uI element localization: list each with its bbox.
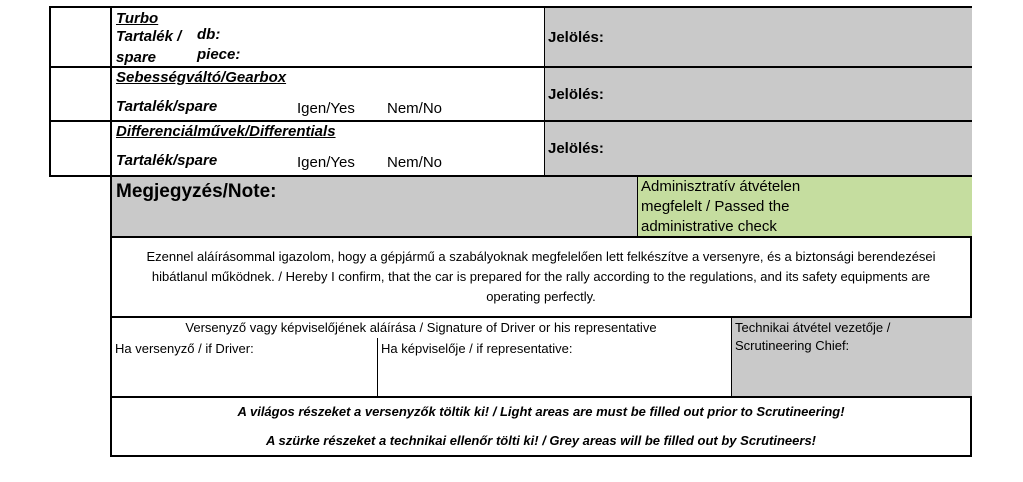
gearbox-mark-cell[interactable] — [544, 68, 972, 120]
differentials-mark-cell[interactable] — [544, 122, 972, 175]
declaration-line3: operating perfectly. — [486, 289, 596, 304]
declaration-line1: Ezennel aláírásommal igazolom, hogy a gépjármű a szabályoknak megfelelően lett felkészítve a versenyre, és a biztonsági berendezései — [146, 249, 936, 264]
chief-label-line2: Scrutineering Chief: — [735, 338, 850, 353]
turbo-mark-label: Jelölés: — [548, 29, 604, 46]
chief-signature-field[interactable] — [731, 318, 972, 396]
footer-line1: A világos részeket a versenyzők töltik ki! / Light areas are must be filled out prior to Scrutineering! — [237, 404, 845, 419]
check-box-differentials[interactable] — [49, 120, 112, 177]
note-row — [110, 175, 972, 238]
signature-row — [110, 316, 972, 398]
footer-box — [110, 396, 972, 457]
signature-header: Versenyző vagy képviselőjének aláírása / Signature of Driver or his representative — [185, 320, 657, 335]
differentials-no-option[interactable]: Nem/No — [387, 154, 443, 171]
representative-signature-field[interactable] — [377, 338, 731, 396]
admin-check-line3: administrative check — [641, 218, 777, 235]
turbo-spare-line2: spare — [116, 49, 157, 66]
chief-label-line1: Technikai átvétel vezetője / — [735, 320, 891, 335]
check-box-gearbox[interactable] — [49, 66, 112, 122]
turbo-row — [110, 6, 972, 68]
gearbox-yes-option[interactable]: Igen/Yes — [297, 100, 355, 117]
footer-line2: A szürke részeket a technikai ellenőr tölti ki! / Grey areas will be filled out by Scrutineers! — [265, 433, 817, 448]
representative-label: Ha képviselője / if representative: — [381, 341, 573, 356]
gearbox-no-option[interactable]: Nem/No — [387, 100, 443, 117]
admin-check-line2: megfelelt / Passed the — [641, 198, 790, 215]
differentials-row — [110, 120, 972, 177]
declaration-line2: hibátlanul működnek. / Hereby I confirm, that the car is prepared for the rally according to the regulations, and its safety equipments are — [151, 269, 931, 284]
differentials-spare-label: Tartalék/spare — [116, 152, 218, 169]
differentials-yes-option[interactable]: Igen/Yes — [297, 154, 355, 171]
note-field[interactable] — [112, 177, 637, 236]
driver-label: Ha versenyző / if Driver: — [115, 341, 254, 356]
note-label: Megjegyzés/Note: — [116, 181, 277, 202]
gearbox-title: Sebességváltó/Gearbox — [116, 69, 287, 86]
turbo-db-line1: db: — [197, 26, 221, 43]
check-box-turbo[interactable] — [49, 6, 112, 68]
differentials-mark-label: Jelölés: — [548, 140, 604, 157]
driver-signature-field[interactable] — [112, 338, 377, 396]
admin-check-cell[interactable] — [637, 177, 972, 236]
gearbox-spare-label: Tartalék/spare — [116, 98, 218, 115]
gearbox-mark-label: Jelölés: — [548, 86, 604, 103]
turbo-title: Turbo — [116, 10, 159, 27]
declaration-box — [110, 236, 972, 318]
admin-check-line1: Adminisztratív átvételen — [641, 178, 801, 195]
turbo-spare-line1: Tartalék / — [116, 28, 182, 45]
gearbox-row — [110, 66, 972, 122]
turbo-mark-cell[interactable] — [544, 8, 972, 66]
differentials-title: Differenciálművek/Differentials — [116, 123, 336, 140]
turbo-db-line2: piece: — [197, 46, 241, 63]
